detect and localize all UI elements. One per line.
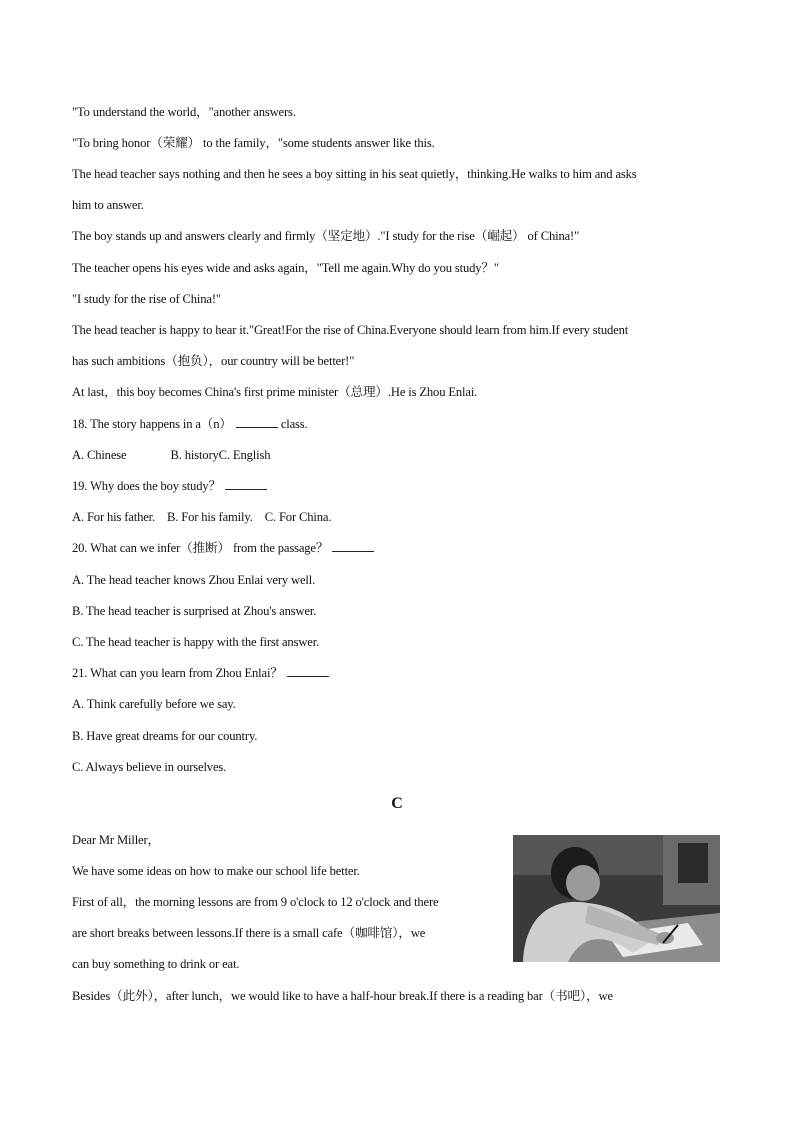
question-20-stem: 20. What can we infer（推断） from the passage？ bbox=[72, 541, 329, 555]
passage-line: has such ambitions（抱负），our country will be better!" bbox=[72, 354, 355, 368]
option-b: B. Have great dreams for our country. bbox=[72, 729, 258, 743]
section-title: C bbox=[391, 795, 403, 812]
option-c: C. For China. bbox=[264, 510, 332, 524]
question-20 bbox=[72, 540, 374, 556]
answer-blank bbox=[287, 665, 329, 677]
student-writing-photo bbox=[513, 835, 720, 962]
question-21 bbox=[72, 665, 329, 681]
letter-line: First of all，the morning lessons are from 9 o'clock to 12 o'clock and there bbox=[72, 895, 439, 909]
passage-line: The head teacher is happy to hear it."Great!For the rise of China.Everyone should learn from him.If every student bbox=[72, 323, 629, 337]
question-18-stem: 18. The story happens in a（n） bbox=[72, 417, 232, 431]
passage-line: At last，this boy becomes China's first prime minister（总理）.He is Zhou Enlai. bbox=[72, 385, 478, 399]
option-a: A. Chinese bbox=[72, 448, 127, 462]
option-a: A. For his father. bbox=[72, 510, 155, 524]
letter-line: Dear Mr Miller， bbox=[72, 833, 160, 847]
question-18-options bbox=[72, 447, 270, 463]
option-a: A. The head teacher knows Zhou Enlai very well. bbox=[72, 573, 316, 587]
question-18-stem-end: class. bbox=[280, 417, 308, 431]
option-a: A. Think carefully before we say. bbox=[72, 697, 236, 711]
question-19-stem: 19. Why does the boy study？ bbox=[72, 479, 221, 493]
question-21-stem: 21. What can you learn from Zhou Enlai？ bbox=[72, 666, 283, 680]
letter-line: are short breaks between lessons.If there is a small cafe（咖啡馆），we bbox=[72, 926, 426, 940]
question-18 bbox=[72, 416, 308, 432]
photo-illustration bbox=[513, 835, 720, 962]
passage-line: The head teacher says nothing and then he sees a boy sitting in his seat quietly，thinking.He walks to him and asks bbox=[72, 167, 637, 181]
option-c: C. English bbox=[218, 448, 271, 462]
letter-line: can buy something to drink or eat. bbox=[72, 957, 240, 971]
option-b: B. history bbox=[170, 448, 219, 462]
question-19-options bbox=[72, 509, 331, 525]
passage-line: "To bring honor（荣耀） to the family，"some students answer like this. bbox=[72, 136, 435, 150]
passage-line: The teacher opens his eyes wide and asks again，"Tell me again.Why do you study？" bbox=[72, 261, 499, 275]
passage-line: The boy stands up and answers clearly and firmly（坚定地）."I study for the rise（崛起） of China!" bbox=[72, 229, 580, 243]
answer-blank bbox=[236, 416, 278, 428]
passage-line: "I study for the rise of China!" bbox=[72, 292, 221, 306]
passage-line: him to answer. bbox=[72, 198, 144, 212]
option-c: C. Always believe in ourselves. bbox=[72, 760, 227, 774]
option-b: B. The head teacher is surprised at Zhou's answer. bbox=[72, 604, 317, 618]
option-b: B. For his family. bbox=[167, 510, 253, 524]
answer-blank bbox=[225, 478, 267, 490]
question-19 bbox=[72, 478, 267, 494]
letter-line: Besides（此外），after lunch，we would like to have a half-hour break.If there is a reading bar（书吧），we bbox=[72, 989, 613, 1003]
letter-line: We have some ideas on how to make our school life better. bbox=[72, 864, 360, 878]
option-c: C. The head teacher is happy with the first answer. bbox=[72, 635, 320, 649]
answer-blank bbox=[332, 540, 374, 552]
passage-line: "To understand the world，"another answers. bbox=[72, 105, 296, 119]
